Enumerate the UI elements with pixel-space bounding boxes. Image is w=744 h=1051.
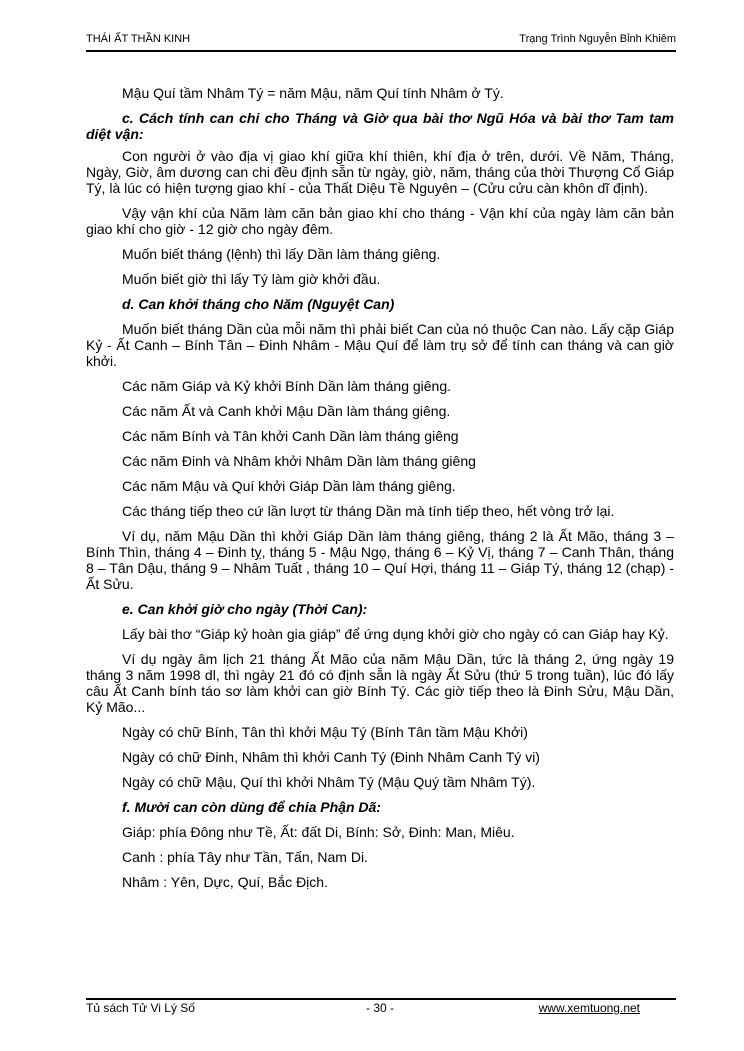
page-footer (86, 1001, 676, 1019)
header-book-title: THÁI ẤT THẦN KINH (86, 33, 191, 45)
section-heading: e. Can khởi giờ cho ngày (Thời Can): (122, 601, 368, 617)
paragraph: Ví dụ ngày âm lịch 21 tháng Ất Mão của năm Mậu Dần, tức là tháng 2, ứng ngày 19 tháng 3 năm 1998 dl, thì ngày 21 đó có định sẵn là ngày Ất Sửu (thứ 5 trong tuần), lúc đó lấy câu Ất Canh bính táo sơ làm khởi can giờ Bính Tý. Các giờ tiếp theo là Đinh Sửu, Mậu Dần, Kỷ Mão... (86, 651, 674, 715)
header-divider (86, 50, 676, 52)
paragraph: Ví dụ, năm Mậu Dần thì khởi Giáp Dần làm tháng giêng, tháng 2 là Ất Mão, tháng 3 – Bính Thìn, tháng 4 – Đinh tỵ, tháng 5 - Mậu Ngọ, tháng 6 – Kỷ Vị, tháng 7 – Canh Thân, tháng 8 – Tân Dậu, tháng 9 – Nhâm Tuất , tháng 10 – Quí Hợi, tháng 11 – Giáp Tý, tháng 12 (chạp) - Ất Sửu. (86, 528, 674, 592)
paragraph: Giáp: phía Đông như Tề, Ất: đất Di, Bính: Sở, Đinh: Man, Miêu. (122, 824, 515, 840)
paragraph: Các tháng tiếp theo cứ lần lượt từ tháng Dần mà tính tiếp theo, hết vòng trở lại. (122, 503, 615, 519)
page-number: - 30 - (366, 1001, 395, 1015)
paragraph: Nhâm : Yên, Dực, Quí, Bắc Địch. (122, 874, 328, 890)
paragraph: Các năm Giáp và Kỷ khởi Bính Dần làm tháng giêng. (122, 378, 452, 394)
section-heading: f. Mười can còn dùng để chia Phận Dã: (122, 799, 381, 815)
paragraph: Muốn biết tháng (lệnh) thì lấy Dần làm tháng giêng. (122, 246, 441, 262)
paragraph: Ngày có chữ Bính, Tân thì khởi Mậu Tý (Bính Tân tầm Mậu Khởi) (122, 724, 528, 740)
footer-series: Tủ sách Tử Vi Lý Số (86, 1001, 195, 1015)
paragraph: Canh : phía Tây như Tần, Tấn, Nam Di. (122, 849, 368, 865)
paragraph: Các năm Đinh và Nhâm khởi Nhâm Dần làm tháng giêng (122, 453, 476, 469)
paragraph: Muốn biết giờ thì lấy Tý làm giờ khởi đầu. (122, 271, 381, 287)
footer-website-link[interactable]: www.xemtuong.net (538, 1001, 640, 1015)
page-body (86, 85, 674, 899)
paragraph: Các năm Bính và Tân khởi Canh Dần làm tháng giêng (122, 428, 459, 444)
paragraph: Các năm Mậu và Quí khởi Giáp Dần làm tháng giêng. (122, 478, 456, 494)
page-header (86, 33, 676, 51)
header-author: Trạng Trình Nguyễn Bỉnh Khiêm (519, 33, 676, 45)
paragraph: Vậy vận khí của Năm làm căn bản giao khí cho tháng - Vận khí của ngày làm căn bản giao khí cho giờ - 12 giờ cho ngày đêm. (86, 205, 674, 237)
paragraph: Lấy bài thơ “Giáp kỷ hoàn gia giáp” để ứng dụng khởi giờ cho ngày có can Giáp hay Kỷ. (122, 626, 669, 642)
section-heading: c. Cách tính can chi cho Tháng và Giờ qua bài thơ Ngũ Hóa và bài thơ Tam tam diệt vận: (86, 110, 674, 142)
section-heading: d. Can khởi tháng cho Năm (Nguyệt Can) (122, 296, 395, 312)
paragraph: Các năm Ất và Canh khởi Mậu Dần làm tháng giêng. (122, 403, 451, 419)
paragraph: Con người ở vào địa vị giao khí giữa khí thiên, khí địa ở trên, dưới. Về Năm, Tháng, Ngày, Giờ, âm dương can chi đều định sẵn từ ngày, giờ, năm, tháng của thời Thượng Cổ Giáp Tý, là lúc có hiện tượng giao khí - của Thất Diệu Tề Nguyên – (Cửu cửu càn khôn dĩ định). (86, 148, 674, 196)
paragraph: Ngày có chữ Đinh, Nhâm thì khởi Canh Tý (Đinh Nhâm Canh Tý vi) (122, 749, 540, 765)
paragraph: Muốn biết tháng Dần của mỗi năm thì phải biết Can của nó thuộc Can nào. Lấy cặp Giáp Kỷ - Ất Canh – Bính Tân – Đinh Nhâm - Mậu Quí để làm trụ sở để tính can tháng và can giờ khởi. (86, 321, 674, 369)
footer-divider (86, 998, 676, 1000)
paragraph: Ngày có chữ Mậu, Quí thì khởi Nhâm Tý (Mậu Quý tầm Nhâm Tý). (122, 774, 536, 790)
paragraph: Mậu Quí tầm Nhâm Tý = năm Mậu, năm Quí tính Nhâm ở Tý. (122, 85, 504, 101)
